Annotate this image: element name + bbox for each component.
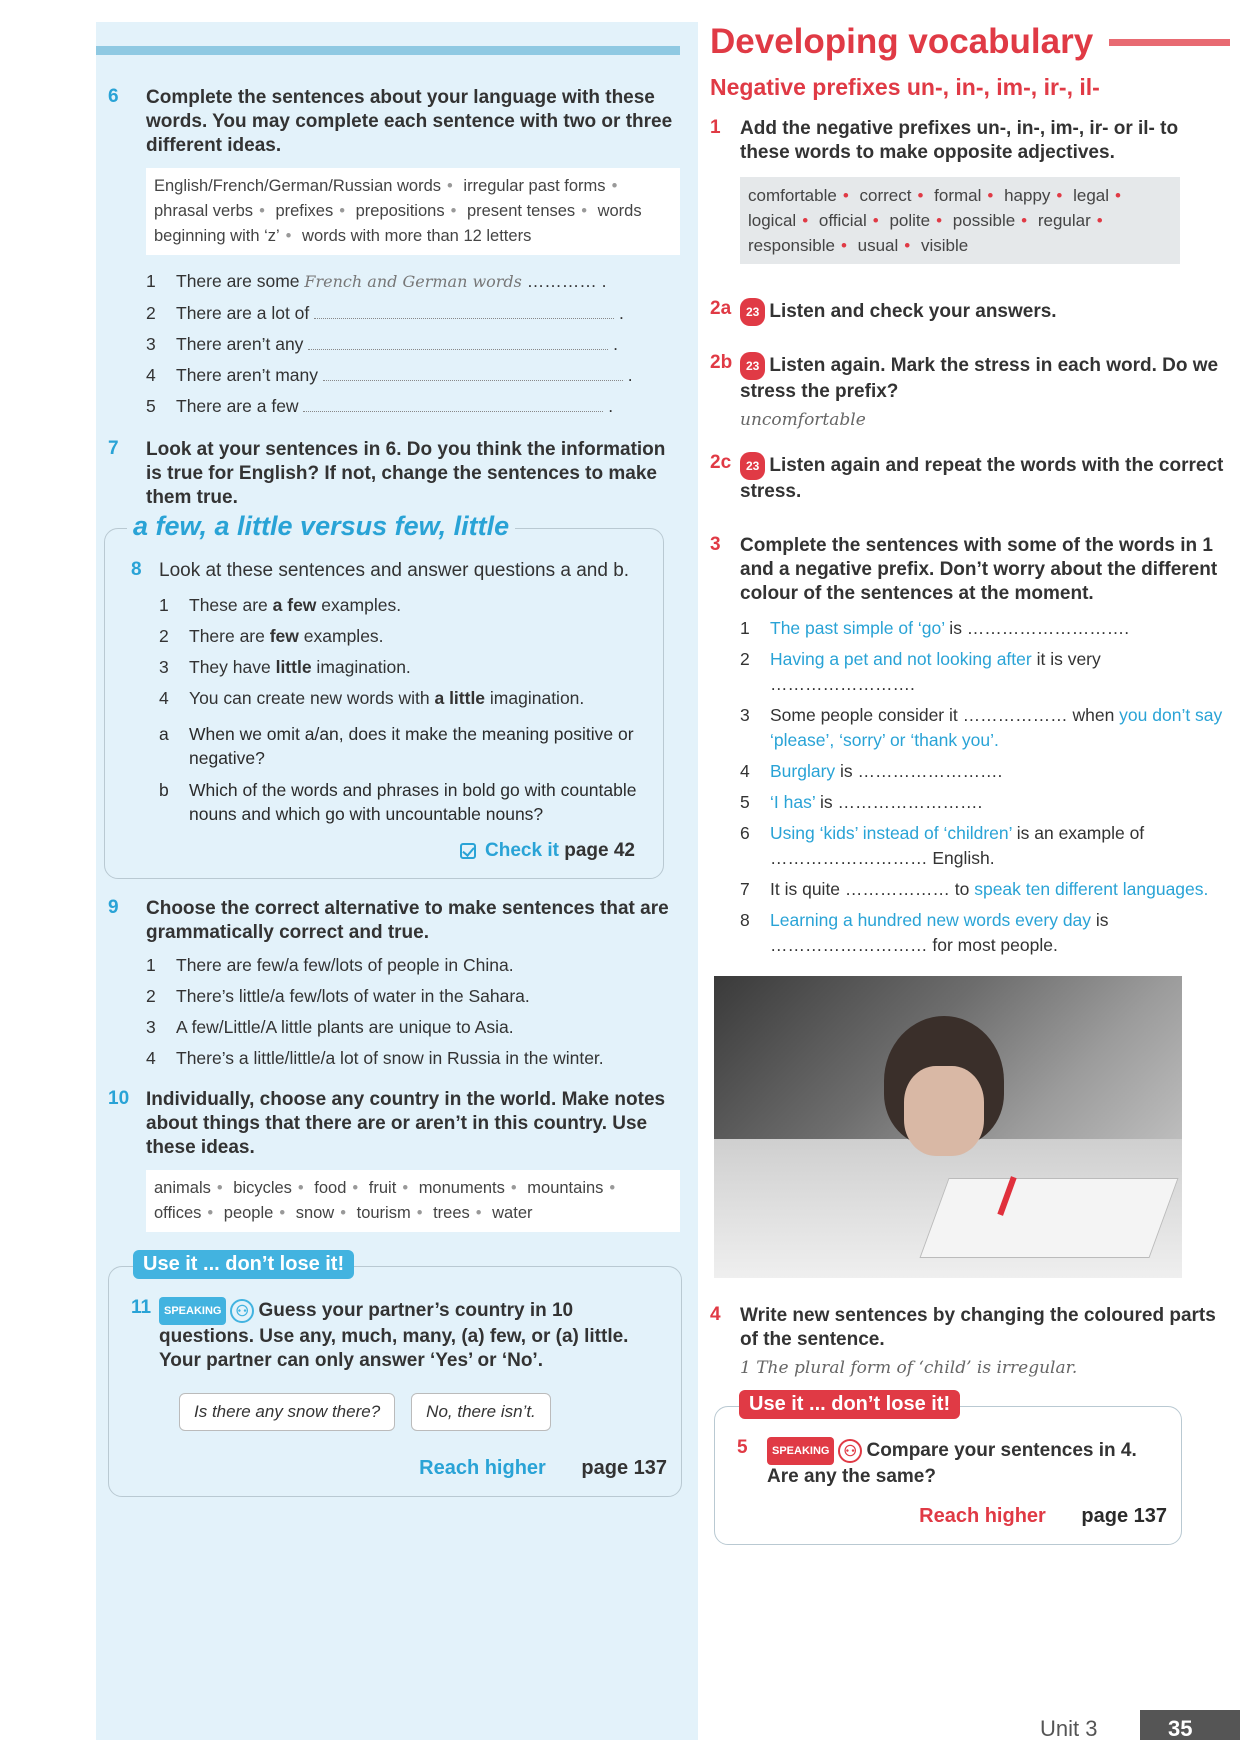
left-column [96,22,698,1740]
exercise-instruction: Individually, choose any country in the world. Make notes about things that there are or aren’t in this country. Use these ideas. [146,1089,666,1158]
list-item: 8 Learning a hundred new words every day is ……………………… for most people. [740,910,1109,955]
exercise-1 [710,117,1230,165]
word: comfortable [748,186,837,205]
word: people [223,1204,274,1222]
word: words with more than 12 letters [302,227,532,245]
exercise-2a [710,298,1230,326]
exercise-number: 8 [131,559,142,580]
exercise-4 [710,1304,1230,1378]
list-item: 2 Having a pet and not looking after it is very ……………………. [740,649,1101,694]
word: official [818,211,867,230]
word: legal [1073,186,1110,205]
list-item: a When we omit a/an, does it make the meaning positive or negative? [159,724,634,768]
list-item: 2 There are a lot of . [146,303,624,323]
exercise-6 [108,86,680,418]
list-item: 3 There aren’t any . [146,334,619,354]
unit-label: Unit 3 [1040,1716,1098,1740]
list-item: 6 Using ‘kids’ instead of ‘children’ is an example of ……………………… English. [740,823,1145,868]
exercise-instruction: Look at your sentences in 6. Do you think the information is true for English? If not, change the sentences to make them true. [146,439,666,508]
word: usual [857,236,899,255]
exercise-number: 7 [108,438,119,459]
list-item: 1 There are some French and German words ………… . [146,271,607,291]
word: prepositions [355,202,445,220]
use-it-box [108,1253,682,1497]
speaking-badge: SPEAKING [159,1297,226,1325]
exercise-number: 2b [710,352,733,373]
exercise-instruction: Choose the correct alternative to make sentences that are grammatically correct and true. [146,898,669,943]
student-photo [714,976,1182,1278]
word: logical [748,211,797,230]
check-it-label: Check it [485,840,559,861]
handwritten-example: uncomfortable [740,410,866,430]
use-it-title: Use it ... don’t lose it! [739,1390,960,1419]
page-reference: page 137 [581,1457,667,1479]
list-item: 1 There are few/a few/lots of people in China. [146,955,514,975]
check-it-link[interactable] [131,840,635,862]
exercise-number: 10 [108,1088,130,1109]
exercise-11 [131,1297,667,1431]
list-item: 4 There aren’t many . [146,365,633,385]
word: correct [859,186,912,205]
word: regular [1037,211,1091,230]
exercise-instruction: Complete the sentences about your language with these words. You may complete each sentence with two or three different ideas. [146,87,673,156]
word: polite [889,211,931,230]
word: bicycles [233,1179,292,1197]
use-it-title: Use it ... don’t lose it! [133,1250,354,1279]
word: fruit [368,1179,397,1197]
page-reference: page 137 [1081,1505,1167,1527]
exercise-5 [737,1437,1167,1489]
exercise-instruction: Listen again and repeat the words with the correct stress. [740,455,1224,502]
exercise-number: 4 [710,1304,721,1325]
exercise-number: 1 [710,117,721,138]
blank-line[interactable] [323,365,623,381]
exercise-number: 5 [737,1437,748,1458]
list-item: 5 There are a few . [146,396,614,416]
word-box: comfortable • correct • formal • happy • legal • logical • official • polite • possible • regular • responsible • usual • visible [740,177,1180,264]
exercise-instruction: Listen again. Mark the stress in each word. Do we stress the prefix? [740,355,1219,402]
exercise-number: 11 [131,1297,152,1318]
word: snow [295,1204,335,1222]
word: monuments [418,1179,505,1197]
exercise-2c [710,452,1230,504]
exercise-number: 3 [710,534,721,555]
reach-higher-label: Reach higher [419,1457,546,1479]
exercise-number: 9 [108,897,119,918]
list-item: 3 A few/Little/A little plants are unique to Asia. [146,1017,514,1037]
exercise-instruction: Add the negative prefixes un-, in-, im-, ir- or il- to these words to make opposite adjectives. [740,118,1179,163]
reach-higher-label: Reach higher [919,1505,1046,1527]
word: water [492,1204,533,1222]
pair-work-icon [838,1439,862,1463]
word: animals [154,1179,211,1197]
list-item: 2 There’s little/a few/lots of water in the Sahara. [146,986,530,1006]
pair-work-icon [230,1299,254,1323]
grammar-title: a few, a little versus few, little [127,511,515,542]
word: English/French/German/Russian words [154,177,442,195]
word: phrasal verbs [154,202,254,220]
handwritten-answer: French and German words [304,272,522,291]
blank-line[interactable] [314,303,614,319]
page-number: 35 [1140,1710,1240,1740]
list-item: 5 ‘I has’ is ……………………. [740,792,983,812]
list-item: 4 Burglary is ……………………. [740,761,1003,781]
exercise-instruction: Compare your sentences in 4. Are any the same? [767,1440,1137,1487]
exercise-8 [131,559,649,826]
list-item: 3 Some people consider it ……………… when you don’t say ‘please’, ‘sorry’ or ‘thank you’. [740,705,1223,750]
list-item: 4 You can create new words with a little imagination. [159,688,585,708]
section-title: Developing vocabulary [710,22,1230,62]
word-box: animals • bicycles • food • fruit • monuments • mountains • offices • people • snow • tourism • trees • water [146,1170,680,1232]
section-subtitle: Negative prefixes un-, in-, im-, ir-, il- [710,74,1100,100]
list-item: 1 The past simple of ‘go’ is ………………………. [740,618,1130,638]
list-item: b Which of the words and phrases in bold go with countable nouns and which go with uncountable nouns? [159,780,637,824]
word: food [314,1179,347,1197]
word: present tenses [466,202,576,220]
word: trees [433,1204,470,1222]
use-it-box [714,1393,1182,1545]
right-column [710,22,1230,1545]
reach-higher-link[interactable] [131,1457,667,1480]
grammar-box [104,511,664,879]
word: visible [920,236,969,255]
word: formal [934,186,982,205]
page-reference: page 42 [564,840,635,861]
audio-track-icon[interactable]: 23 [740,298,765,326]
exercise-instruction: Listen and check your answers. [769,301,1057,323]
exercise-10 [108,1088,680,1232]
speaking-badge: SPEAKING [767,1437,834,1465]
list-item: 1 These are a few examples. [159,595,402,615]
word: mountains [527,1179,604,1197]
exercise-number: 2c [710,452,732,473]
list-item: 2 There are few examples. [159,626,384,646]
word: words beginning with ‘z’ [154,202,642,245]
word: responsible [748,236,835,255]
exercise-7 [108,438,680,510]
exercise-9 [108,897,680,1070]
checkbox-icon [460,843,476,859]
list-item: 4 There’s a little/little/a lot of snow in Russia in the winter. [146,1048,604,1068]
word-box: English/French/German/Russian words • irregular past forms • phrasal verbs • prefixes • prepositions • present tenses • words beginning with ‘z’ • words with more than 12 letters [146,168,680,255]
list-item: 7 It is quite ……………… to speak ten different languages. [740,879,1209,899]
word: happy [1004,186,1051,205]
word: prefixes [275,202,334,220]
exercise-instruction: Guess your partner’s country in 10 questions. Use any, much, many, (a) few, or (a) little. Your partner can only answer ‘Yes’ or ‘No’. [159,1300,629,1371]
exercise-instruction: Look at these sentences and answer questions a and b. [159,560,630,581]
exercise-2b [710,352,1230,430]
exercise-number: 6 [108,86,119,107]
word: possible [952,211,1016,230]
word: offices [154,1204,202,1222]
exercise-number: 2a [710,298,732,319]
blank-line[interactable] [308,334,608,350]
exercise-instruction: Complete the sentences with some of the words in 1 and a negative prefix. Don’t worry about the different colour of the sentences at the moment. [740,535,1218,604]
exercise-instruction: Write new sentences by changing the coloured parts of the sentence. [740,1305,1216,1350]
list-item: 3 They have little imagination. [159,657,411,677]
audio-track-icon[interactable]: 23 [740,352,765,380]
blank-line[interactable] [303,396,603,412]
top-bar [96,46,680,55]
handwritten-example: 1 The plural form of ‘child’ is irregular. [740,1358,1078,1378]
exercise-3 [710,534,1230,958]
page-footer [1040,1710,1240,1740]
word: irregular past forms [463,177,606,195]
reach-higher-link[interactable] [737,1505,1167,1528]
audio-track-icon[interactable]: 23 [740,452,765,480]
speech-bubble-question: Is there any snow there? [179,1393,395,1431]
word: tourism [356,1204,411,1222]
speech-bubble-answer: No, there isn’t. [411,1393,551,1431]
